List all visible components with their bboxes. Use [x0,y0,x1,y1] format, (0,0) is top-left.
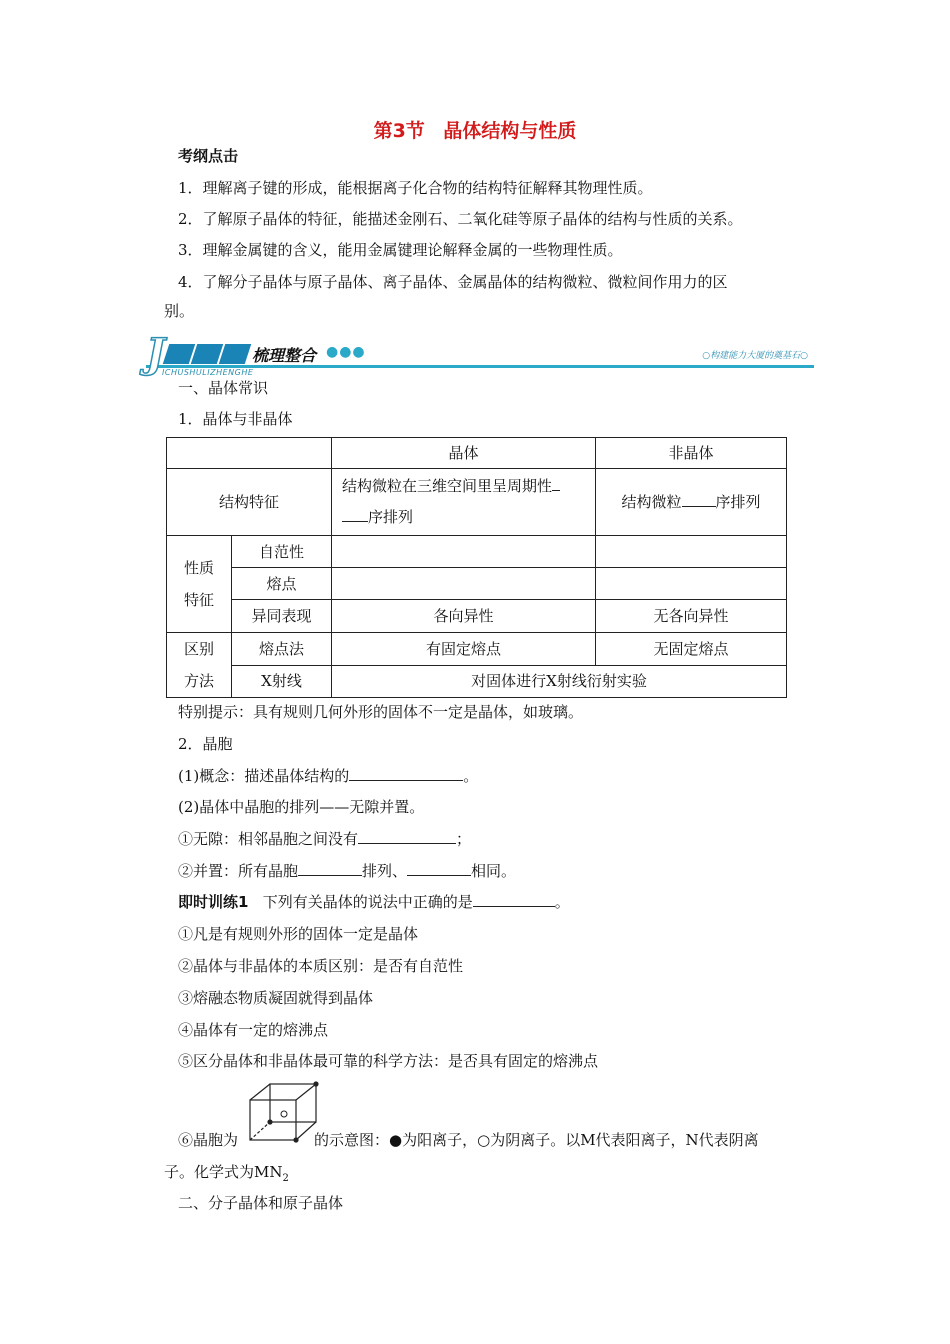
table-header-crystal: 晶体 [332,438,596,469]
cell-arrangement: (2)晶体中晶胞的排列——无隙并置。 [178,798,425,816]
practice-item-5: ⑤区分晶体和非晶体最可靠的科学方法：是否具有固定的熔沸点 [178,1052,599,1070]
banner-block [191,344,223,364]
section1-heading: 一、晶体常识 [178,379,269,397]
outline-item-4: 4．了解分子晶体与原子晶体、离子晶体、金属晶体的结构微粒、微粒间作用力的区 [178,273,728,291]
prop-label: 性质 特征 [167,536,232,633]
cell-heading: 2．晶胞 [178,735,233,753]
crystal-comparison-table [166,437,787,698]
cell-concept: (1)概念：描述晶体结构的 。 [178,767,479,785]
practice-label: 即时训练1 [178,893,249,911]
section1-sub1: 1．晶体与非晶体 [178,410,293,428]
special-tip: 特别提示：具有规则几何外形的固体不一定是晶体，如玻璃。 [178,703,584,721]
outline-item-3: 3．理解金属键的含义，能用金属键理论解释金属的一些物理性质。 [178,241,623,259]
practice-item-6: ⑥晶胞为 的示意图：●为阳离子，○为阴离子。以M代表阳离子，N代表阴离 [178,1131,759,1149]
anion-icon [281,1111,287,1117]
row-xray: X射线 [232,665,332,698]
struct-label: 结构特征 [167,469,332,536]
outline-item-4-cont: 别。 [164,302,195,320]
row-anisotropy: 异同表现 [232,600,332,633]
cell-blank [332,568,596,600]
banner-dots-icon: ●●● [326,344,366,360]
outline-heading: 考纲点击 [178,147,239,165]
banner-title: 梳理整合 [252,346,317,365]
section2-heading: 二、分子晶体和原子晶体 [178,1194,344,1212]
cell-blank [596,536,787,568]
row-melting-method: 熔点法 [232,633,332,666]
practice-item-4: ④晶体有一定的熔沸点 [178,1021,329,1039]
xray-text: 对固体进行X射线衍射实验 [332,665,787,698]
melt-crystal: 有固定熔点 [332,633,596,666]
aniso-crystal: 各向异性 [332,600,596,633]
cation-icon [267,1119,272,1124]
practice-item-6-cont: 子。化学式为$MN_2$ [164,1163,289,1184]
section-number: 第3节 [373,120,425,142]
melt-amorphous: 无固定熔点 [596,633,787,666]
method-label: 区别 方法 [167,633,232,698]
section-name: 晶体结构与性质 [443,120,577,142]
cell-no-gap: ①无隙：相邻晶胞之间没有 ； [178,830,472,848]
banner-slogan: ○构建能力大厦的奠基石○ [702,351,808,361]
banner-subtitle: ICHUSHULIZHENGHE [162,368,254,377]
struct-crystal: 结构微粒在三维空间里呈周期性 序排列 [332,469,596,536]
outline-item-1: 1．理解离子键的形成，能根据离子化合物的结构特征解释其物理性质。 [178,179,653,197]
page-title [0,116,950,143]
row-self-forming: 自范性 [232,536,332,568]
cell-parallel: ②并置：所有晶胞 排列、 相同。 [178,862,517,880]
banner-letter: J [146,330,165,377]
unit-cell-diagram [244,1080,320,1146]
practice-question: 即时训练1 下列有关晶体的说法中正确的是 。 [178,893,570,911]
aniso-amorphous: 无各向异性 [596,600,787,633]
cation-icon [293,1137,298,1142]
cation-icon [313,1081,318,1086]
banner-block [163,344,195,364]
section-banner [146,330,814,378]
outline-item-2: 2．了解原子晶体的特征，能描述金刚石、二氧化硅等原子晶体的结构与性质的关系。 [178,210,743,228]
row-melting-point: 熔点 [232,568,332,600]
table-corner [167,438,332,469]
banner-block [219,344,251,364]
practice-item-3: ③熔融态物质凝固就得到晶体 [178,989,374,1007]
table-header-amorphous: 非晶体 [596,438,787,469]
cell-blank [596,568,787,600]
cell-blank [332,536,596,568]
practice-item-1: ①凡是有规则外形的固体一定是晶体 [178,925,419,943]
practice-item-2: ②晶体与非晶体的本质区别：是否有自范性 [178,957,464,975]
struct-amorphous: 结构微粒 序排列 [596,469,787,536]
